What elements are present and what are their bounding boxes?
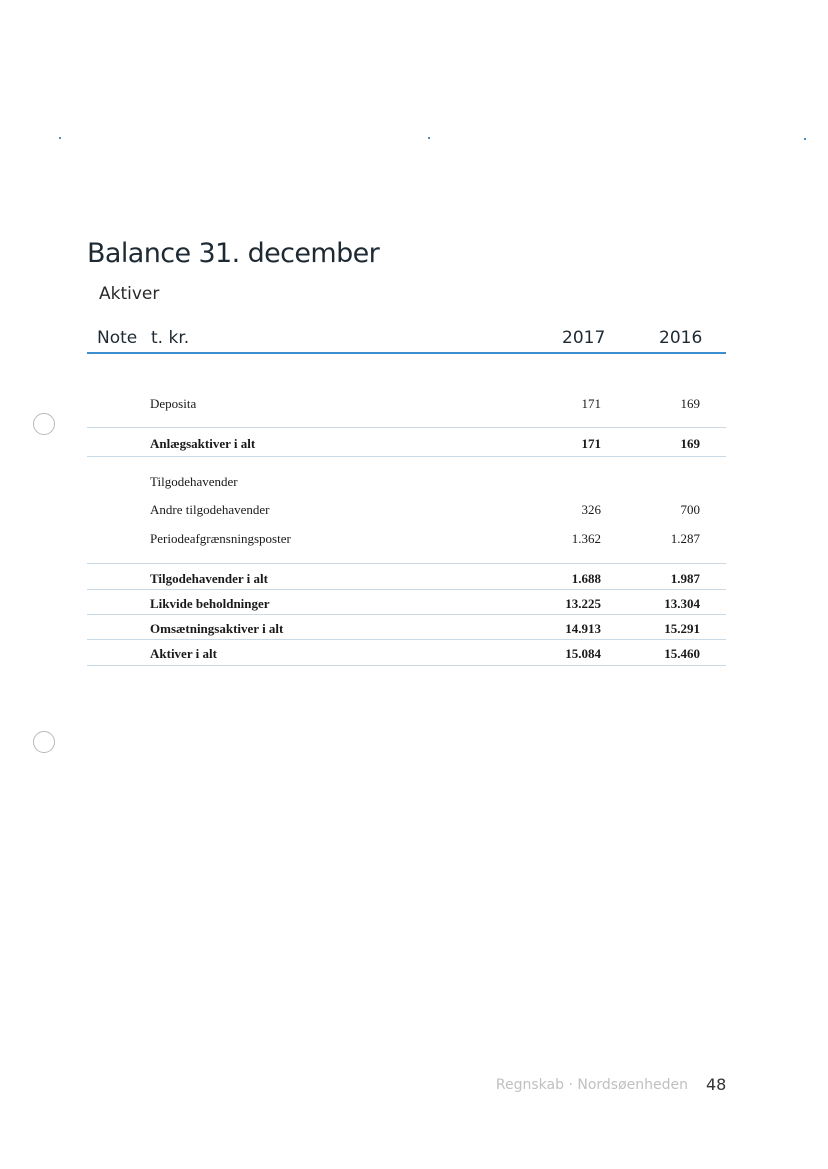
value-2016: 1.287 xyxy=(670,531,700,546)
row-divider xyxy=(87,563,726,564)
row-divider xyxy=(87,456,726,457)
table-row xyxy=(87,498,726,522)
value-2016: 15.460 xyxy=(664,646,700,661)
row-label: Tilgodehavender i alt xyxy=(150,571,268,586)
value-2017: 171 xyxy=(581,396,601,411)
value-2017: 1.688 xyxy=(571,571,601,586)
row-label: Likvide beholdninger xyxy=(150,596,270,611)
row-label: Deposita xyxy=(150,396,197,411)
table-row xyxy=(87,617,726,641)
value-2016: 13.304 xyxy=(664,596,700,611)
row-label: Periodeafgrænsningsposter xyxy=(150,531,291,546)
value-2016: 700 xyxy=(680,502,700,517)
table-row xyxy=(87,592,726,616)
value-2017: 1.362 xyxy=(571,531,601,546)
value-2016: 15.291 xyxy=(664,621,700,636)
value-2016: 169 xyxy=(680,396,700,411)
table-row xyxy=(87,470,726,494)
row-label: Anlægsaktiver i alt xyxy=(150,436,256,451)
footer-text: Regnskab · Nordsøenheden xyxy=(495,1077,688,1093)
row-divider xyxy=(87,639,726,640)
row-label: Aktiver i alt xyxy=(150,646,217,661)
table-row xyxy=(87,432,726,456)
value-2016: 169 xyxy=(680,436,700,451)
value-2017: 14.913 xyxy=(565,621,601,636)
punch-hole-top xyxy=(33,413,55,435)
value-2017: 171 xyxy=(581,436,601,451)
row-divider xyxy=(87,589,726,590)
row-divider xyxy=(87,665,726,666)
row-label: Tilgodehavender xyxy=(150,474,238,489)
scan-mark-center xyxy=(428,137,430,139)
header-divider xyxy=(87,352,726,354)
page-title: Balance 31. december xyxy=(87,238,380,269)
row-divider xyxy=(87,614,726,615)
row-label: Omsætningsaktiver i alt xyxy=(150,621,284,636)
row-divider xyxy=(87,427,726,428)
scan-mark-left xyxy=(59,137,61,139)
column-header-2017: 2017 xyxy=(562,328,606,348)
column-header-unit: t. kr. xyxy=(151,328,190,348)
section-subtitle: Aktiver xyxy=(99,284,160,304)
table-row xyxy=(87,642,726,666)
row-label: Andre tilgodehavender xyxy=(150,502,270,517)
value-2017: 13.225 xyxy=(565,596,601,611)
page-number: 48 xyxy=(706,1075,727,1094)
value-2017: 326 xyxy=(581,502,601,517)
punch-hole-bottom xyxy=(33,731,55,753)
scan-mark-right xyxy=(804,138,806,140)
column-header-2016: 2016 xyxy=(659,328,703,348)
column-header-note: Note xyxy=(97,328,138,348)
table-row xyxy=(87,527,726,551)
table-row xyxy=(87,567,726,591)
value-2016: 1.987 xyxy=(670,571,700,586)
table-row xyxy=(87,392,726,416)
value-2017: 15.084 xyxy=(565,646,601,661)
